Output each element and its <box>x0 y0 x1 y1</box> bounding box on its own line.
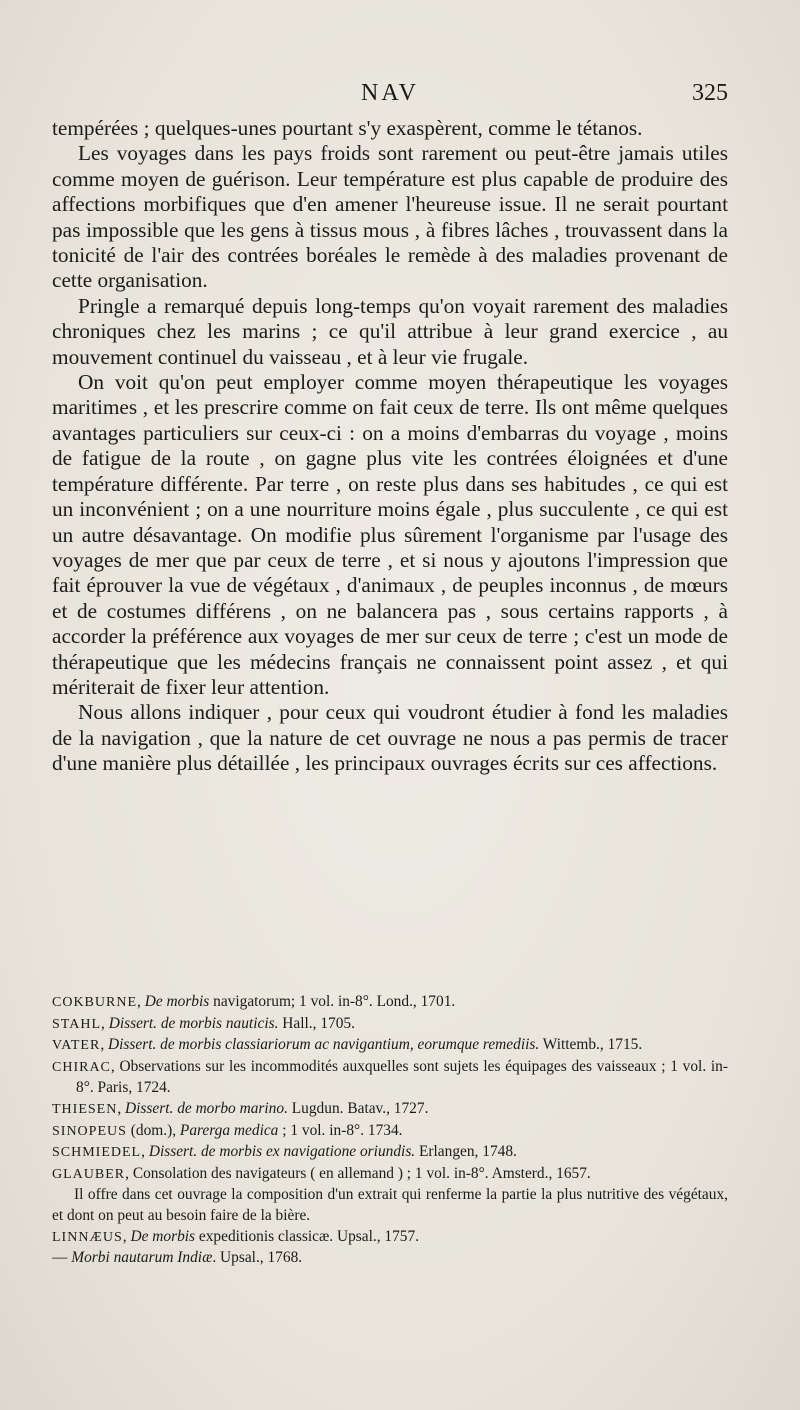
entry-author: THIESEN <box>52 1101 118 1117</box>
entry-author: VATER <box>52 1038 101 1054</box>
entry-text: (dom.), Parerga medica ; 1 vol. in-8°. 1734. <box>126 1121 403 1139</box>
bibliography-entry <box>52 1035 728 1057</box>
bibliography-annotation <box>52 1185 728 1226</box>
main-text <box>52 116 728 777</box>
entry-author: SCHMIEDEL <box>52 1145 142 1161</box>
bibliography <box>52 992 728 1269</box>
entry-author: CHIRAC <box>52 1059 111 1075</box>
running-head: NAV <box>361 80 419 106</box>
bibliography-entry <box>52 1227 728 1249</box>
page-header <box>52 80 728 116</box>
entry-author: GLAUBER <box>52 1166 126 1182</box>
entry-text: Morbi nautarum Indiæ. Upsal., 1768. <box>71 1249 303 1267</box>
paragraph: On voit qu'on peut employer comme moyen thérapeutique les voyages maritimes , et les prescrire comme on fait ceux de terre. Ils ont même quelques avantages particuliers sur ceux-ci : on a moins d'embarras du voyage , moins de fatigue de la route , on gagne plus vite les contrées éloignées et d'une température différente. Par terre , on reste plus dans ses habitudes , ce qui est un inconvénient ; on a une nourriture moins égale , plus succulente , ce qui est un autre désavantage. On modifie plus sûrement l'organisme par l'usage des voyages de mer que par ceux de terre , et si nous y ajoutons l'impression que fait éprouver la vue de végétaux , d'animaux , de peuples inconnus , de mœurs et de costumes différens , on ne balancera pas , sous certains rapports , à accorder la préférence aux voyages de mer sur ceux de terre ; c'est un mode de thérapeutique que les médecins français ne connaissent point assez , et qui mériterait de fixer leur attention. <box>52 370 728 699</box>
paragraph: Nous allons indiquer , pour ceux qui voudront étudier à fond les maladies de la navigation , que la nature de cet ouvrage ne nous a pas permis de tracer d'une manière plus détaillée , les principaux ouvrages écrits sur ces affections. <box>52 700 728 776</box>
entry-text: , Consolation des navigateurs ( en allemand ) ; 1 vol. in-8°. Amsterd., 1657. <box>125 1164 591 1182</box>
entry-text: , De morbis navigatorum; 1 vol. in-8°. Lond., 1701. <box>137 993 456 1010</box>
entry-author: SINOPEUS <box>52 1123 127 1139</box>
entry-author: COKBURNE <box>52 995 138 1010</box>
entry-author: LINNÆUS <box>52 1229 123 1245</box>
bibliography-entry <box>52 1121 728 1143</box>
bibliography-entry <box>52 1099 728 1121</box>
entry-text: , Dissert. de morbis nauticis. Hall., 1705. <box>101 1014 355 1032</box>
entry-text: , Observations sur les incommodités auxquelles sont sujets les équipages des vaisseaux ; 1 vol. in-8°. Paris, 1724. <box>76 1057 728 1097</box>
page-number: 325 <box>692 80 728 106</box>
entry-text: Il offre dans cet ouvrage la composition d'un extrait qui renferme la partie la plus nutritive des végétaux, et dont on peut au besoin faire de la bière. <box>52 1186 728 1224</box>
bibliography-entry <box>52 992 728 1014</box>
entry-text: , Dissert. de morbis classiariorum ac navigantium, eorumque remediis. Wittemb., 1715. <box>100 1036 643 1054</box>
entry-author: — <box>52 1249 68 1267</box>
paragraph: tempérées ; quelques-unes pourtant s'y exaspèrent, comme le tétanos. <box>52 116 643 140</box>
bibliography-entry <box>52 1057 728 1099</box>
bibliography-entry <box>52 1014 728 1036</box>
paragraph: Les voyages dans les pays froids sont rarement ou peut-être jamais utiles comme moyen de guérison. Leur température est plus capable de produire des affections morbifiques que d'en amener l'heureuse issue. Il ne serait pourtant pas impossible que les gens à tissus mous , à fibres lâches , trouvassent dans la tonicité de l'air des contrées boréales le remède à des maladies provenant de cette organisation. <box>52 141 728 293</box>
bibliography-entry <box>52 1142 728 1164</box>
entry-text: , Dissert. de morbo marino. Lugdun. Batav., 1727. <box>117 1099 429 1117</box>
entry-text: , De morbis expeditionis classicæ. Upsal., 1757. <box>122 1227 420 1245</box>
entry-author: STAHL <box>52 1016 101 1032</box>
bibliography-entry <box>52 1164 728 1186</box>
entry-text: , Dissert. de morbis ex navigatione oriundis. Erlangen, 1748. <box>141 1143 517 1161</box>
bibliography-entry <box>52 1248 728 1269</box>
paragraph: Pringle a remarqué depuis long-temps qu'on voyait rarement des maladies chroniques chez les marins ; ce qu'il attribue à leur grand exercice , au mouvement continuel du vaisseau , et à leur vie frugale. <box>52 293 728 369</box>
